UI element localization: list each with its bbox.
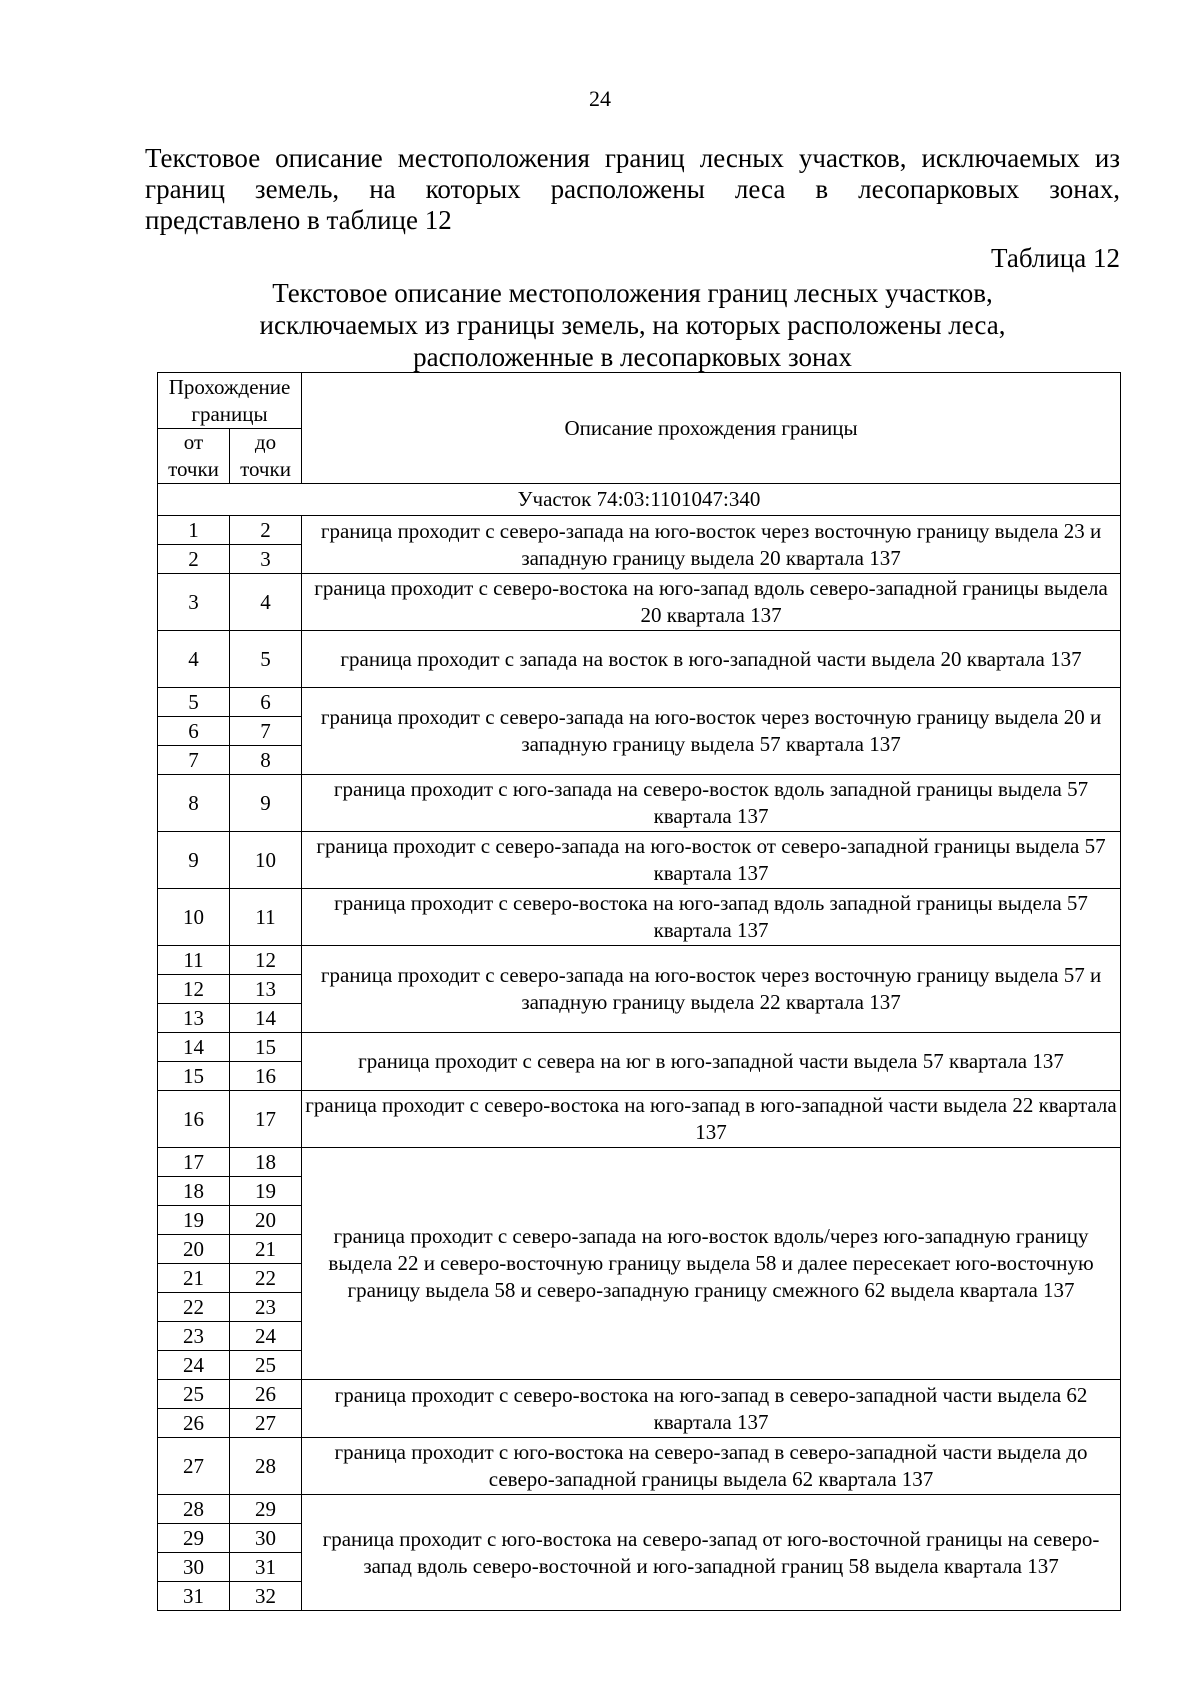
section-title: Участок 74:03:1101047:340 bbox=[158, 484, 1121, 516]
point-from: 8 bbox=[158, 775, 230, 832]
header-description: Описание прохождения границы bbox=[302, 373, 1121, 484]
table-row bbox=[158, 1033, 1121, 1062]
boundary-description: граница проходит с юго-востока на северо-запад от юго-восточной границы на северо-запад вдоль северо-восточной и юго-западной границ 58 выдела квартала 137 bbox=[302, 1495, 1121, 1611]
intro-line: границ земель, на которых расположены леса в лесопарковых зонах, bbox=[145, 174, 1120, 204]
point-from: 11 bbox=[158, 946, 230, 975]
point-from: 25 bbox=[158, 1380, 230, 1409]
table-row bbox=[158, 688, 1121, 717]
intro-line: Текстовое описание местоположения границ лесных участков, исключаемых из bbox=[145, 143, 1120, 173]
boundary-description: граница проходит с северо-запада на юго-восток через восточную границу выдела 23 и западную границу выдела 20 квартала 137 bbox=[302, 516, 1121, 574]
point-from: 17 bbox=[158, 1148, 230, 1177]
point-from: 23 bbox=[158, 1322, 230, 1351]
point-to: 10 bbox=[230, 832, 302, 889]
point-to: 31 bbox=[230, 1553, 302, 1582]
point-from: 3 bbox=[158, 574, 230, 631]
point-to: 29 bbox=[230, 1495, 302, 1524]
point-to: 21 bbox=[230, 1235, 302, 1264]
point-to: 26 bbox=[230, 1380, 302, 1409]
header-to: до точки bbox=[230, 429, 302, 484]
boundary-description: граница проходит с северо-запада на юго-восток через восточную границу выдела 20 и западную границу выдела 57 квартала 137 bbox=[302, 688, 1121, 775]
point-to: 25 bbox=[230, 1351, 302, 1380]
point-to: 2 bbox=[230, 516, 302, 545]
table-title-line: расположенные в лесопарковых зонах bbox=[413, 342, 852, 372]
point-to: 7 bbox=[230, 717, 302, 746]
section-row bbox=[158, 484, 1121, 516]
point-to: 4 bbox=[230, 574, 302, 631]
point-from: 24 bbox=[158, 1351, 230, 1380]
boundary-description: граница проходит с северо-запада на юго-восток вдоль/через юго-западную границу выдела 22 и северо-восточную границу выдела 58 и далее пересекает юго-восточную границу выдела 58 и северо-западную границу смежного 62 выдела квартала 137 bbox=[302, 1148, 1121, 1380]
table-row bbox=[158, 946, 1121, 975]
boundary-description: граница проходит с северо-запада на юго-восток от северо-западной границы выдела 57 квартала 137 bbox=[302, 832, 1121, 889]
point-from: 7 bbox=[158, 746, 230, 775]
point-to: 8 bbox=[230, 746, 302, 775]
point-from: 14 bbox=[158, 1033, 230, 1062]
page-number: 24 bbox=[589, 86, 611, 111]
boundary-description: граница проходит с юго-запада на северо-восток вдоль западной границы выдела 57 квартала 137 bbox=[302, 775, 1121, 832]
point-from: 19 bbox=[158, 1206, 230, 1235]
point-to: 3 bbox=[230, 545, 302, 574]
point-to: 18 bbox=[230, 1148, 302, 1177]
point-to: 28 bbox=[230, 1438, 302, 1495]
point-from: 16 bbox=[158, 1091, 230, 1148]
point-to: 13 bbox=[230, 975, 302, 1004]
table-title-line: исключаемых из границы земель, на которых расположены леса, bbox=[259, 310, 1006, 340]
point-from: 28 bbox=[158, 1495, 230, 1524]
boundary-description: граница проходит с северо-востока на юго-запад вдоль северо-западной границы выдела 20 квартала 137 bbox=[302, 574, 1121, 631]
point-to: 30 bbox=[230, 1524, 302, 1553]
point-to: 16 bbox=[230, 1062, 302, 1091]
table-row bbox=[158, 832, 1121, 889]
point-to: 15 bbox=[230, 1033, 302, 1062]
point-to: 17 bbox=[230, 1091, 302, 1148]
table-body bbox=[158, 484, 1121, 1611]
point-from: 18 bbox=[158, 1177, 230, 1206]
header-passage: Прохождение границы bbox=[158, 373, 302, 429]
point-to: 19 bbox=[230, 1177, 302, 1206]
point-from: 31 bbox=[158, 1582, 230, 1611]
point-to: 11 bbox=[230, 889, 302, 946]
table-title-line: Текстовое описание местоположения границ лесных участков, bbox=[272, 278, 993, 308]
point-to: 32 bbox=[230, 1582, 302, 1611]
point-from: 12 bbox=[158, 975, 230, 1004]
table-row bbox=[158, 1380, 1121, 1409]
table-label: Таблица 12 bbox=[991, 243, 1120, 273]
table-row bbox=[158, 1091, 1121, 1148]
point-from: 22 bbox=[158, 1293, 230, 1322]
table-row bbox=[158, 889, 1121, 946]
table-row bbox=[158, 631, 1121, 688]
point-to: 12 bbox=[230, 946, 302, 975]
point-to: 27 bbox=[230, 1409, 302, 1438]
table-row bbox=[158, 516, 1121, 545]
boundary-description: граница проходит с юго-востока на северо-запад в северо-западной части выдела до северо-западной границы выдела 62 квартала 137 bbox=[302, 1438, 1121, 1495]
table-header bbox=[158, 373, 1121, 484]
point-from: 20 bbox=[158, 1235, 230, 1264]
header-from: от точки bbox=[158, 429, 230, 484]
point-from: 15 bbox=[158, 1062, 230, 1091]
table-row bbox=[158, 1438, 1121, 1495]
boundary-description: граница проходит с северо-запада на юго-восток через восточную границу выдела 57 и западную границу выдела 22 квартала 137 bbox=[302, 946, 1121, 1033]
point-to: 14 bbox=[230, 1004, 302, 1033]
table-row bbox=[158, 775, 1121, 832]
point-to: 24 bbox=[230, 1322, 302, 1351]
point-to: 9 bbox=[230, 775, 302, 832]
intro-paragraph bbox=[145, 143, 1120, 236]
point-from: 21 bbox=[158, 1264, 230, 1293]
table-row bbox=[158, 574, 1121, 631]
point-from: 6 bbox=[158, 717, 230, 746]
point-to: 23 bbox=[230, 1293, 302, 1322]
point-from: 30 bbox=[158, 1553, 230, 1582]
point-from: 29 bbox=[158, 1524, 230, 1553]
point-from: 26 bbox=[158, 1409, 230, 1438]
point-from: 10 bbox=[158, 889, 230, 946]
point-from: 5 bbox=[158, 688, 230, 717]
table-row bbox=[158, 1495, 1121, 1524]
boundary-description: граница проходит с северо-востока на юго-запад в северо-западной части выдела 62 квартала 137 bbox=[302, 1380, 1121, 1438]
point-from: 2 bbox=[158, 545, 230, 574]
point-to: 6 bbox=[230, 688, 302, 717]
table-title bbox=[145, 277, 1120, 373]
boundary-description: граница проходит с северо-востока на юго-запад вдоль западной границы выдела 57 квартала 137 bbox=[302, 889, 1121, 946]
point-to: 5 bbox=[230, 631, 302, 688]
intro-line: представлено в таблице 12 bbox=[145, 205, 452, 235]
point-from: 4 bbox=[158, 631, 230, 688]
boundary-description: граница проходит с северо-востока на юго-запад в юго-западной части выдела 22 квартала 137 bbox=[302, 1091, 1121, 1148]
boundary-description: граница проходит с запада на восток в юго-западной части выдела 20 квартала 137 bbox=[302, 631, 1121, 688]
point-to: 20 bbox=[230, 1206, 302, 1235]
boundary-description: граница проходит с севера на юг в юго-западной части выдела 57 квартала 137 bbox=[302, 1033, 1121, 1091]
point-from: 13 bbox=[158, 1004, 230, 1033]
point-from: 9 bbox=[158, 832, 230, 889]
point-from: 27 bbox=[158, 1438, 230, 1495]
point-to: 22 bbox=[230, 1264, 302, 1293]
point-from: 1 bbox=[158, 516, 230, 545]
boundary-table bbox=[157, 372, 1121, 1611]
table-row bbox=[158, 1148, 1121, 1177]
